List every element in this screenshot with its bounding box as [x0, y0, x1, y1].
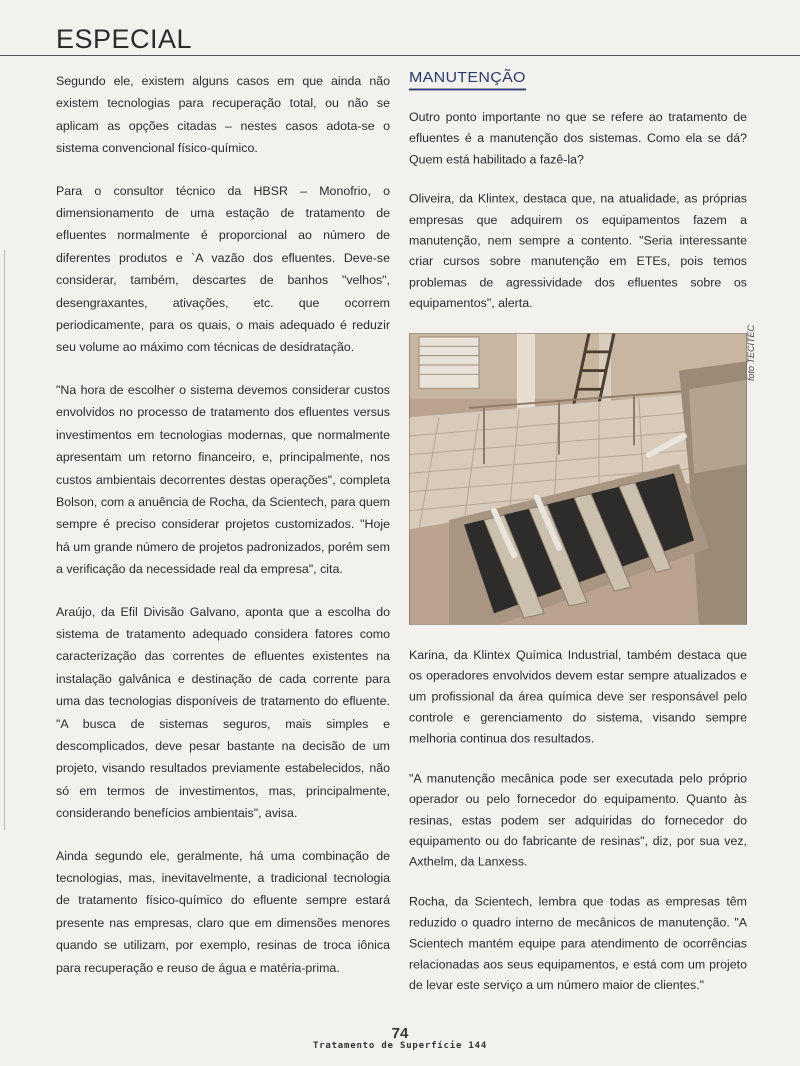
right-paragraph-4: "A manutenção mecânica pode ser executada pelo próprio operador ou pelo fornecedor do equipamento. Quanto às resinas, estas podem ser adquiridas do fornecedor do equipamento ou do fabricante de resinas", diz, por sua vez, Axthelm, da Lanxess. [409, 771, 747, 869]
treatment-tanks-illustration [409, 333, 747, 624]
section-title: ESPECIAL [56, 24, 193, 54]
header-rule [0, 55, 800, 56]
publication-name: Tratamento de Superfície 144 [312, 1041, 488, 1051]
right-paragraph-2: Oliveira, da Klintex, destaca que, na atualidade, as próprias empresas que adquirem os equipamentos fazem a manutenção, nem sempre a contento. "Seria interessante criar cursos sobre manutenção em ETEs, pois temos problemas de agressividade dos efluentes sobre os equipamentos", alerta. [409, 192, 747, 311]
left-column [56, 70, 390, 999]
section-heading-manutencao: MANUTENÇÃO [409, 69, 526, 90]
margin-line [4, 250, 5, 830]
left-paragraph-3: "Na hora de escolher o sistema devemos considerar custos envolvidos no processo de tratamento dos efluentes versus investimentos em tecnologias modernas, que normalmente apresentam um retorno financeiro, e, principalmente, nos custos ambientais decorrentes destas operações", completa Bolson, com a anuência de Rocha, da Scientech, para quem sempre é preciso considerar projetos customizados. "Hoje há um grande número de projetos padronizados, porém sem a verificação da necessidade real da empresa", cita. [56, 382, 390, 577]
page-number: 74 [391, 1025, 409, 1042]
right-paragraph-5: Rocha, da Scientech, lembra que todas as empresas têm reduzido o quadro interno de mecânicos de manutenção. "A Scientech mantém equipe para atendimento de ocorrências relacionadas aos seus equipamentos, e está com um projeto de levar este serviço a um número maior de clientes." [409, 895, 747, 992]
left-paragraph-4: Araújo, da Efil Divisão Galvano, aponta que a escolha do sistema de tratamento adequado considera fatores como caracterização das correntes de efluentes existentes na instalação galvânica e destinação de cada corrente para uma das tecnologias disponíveis de tratamento do efluente. "A busca de sistemas seguros, mais simples e descomplicados, deve pesar bastante na decisão de um projeto, visando resultados previamente estabelecidos, não só em termos de investimentos, mas, principalmente, considerando benefícios ambientais", avisa. [56, 604, 390, 821]
left-paragraph-1: Segundo ele, existem alguns casos em que ainda não existem tecnologias para recuperação total, ou não se aplicam as opções citadas – nestes casos adota-se o sistema convencional físico-químico. [56, 74, 390, 156]
right-paragraph-3: Karina, da Klintex Química Industrial, também destaca que os operadores envolvidos devem estar sempre atualizados e um profissional da área química deve ser responsável pelo controle e gerenciamento do sistema, visando sempre melhoria continua dos resultados. [409, 648, 747, 746]
effluent-treatment-photo [409, 333, 747, 624]
left-paragraph-2: Para o consultor técnico da HBSR – Monofrio, o dimensionamento de uma estação de tratamento de efluentes normalmente é proporcional ao número de diferentes produtos e `A vazão dos efluentes. Deve-se considerar, também, descartes de banhos "velhos", desengraxantes, ativações, etc. que ocorrem periodicamente, para os quais, o mais adequado é reduzir seu volume ao máximo com técnicas de desidratação. [56, 183, 390, 355]
right-paragraph-1: Outro ponto importante no que se refere ao tratamento de efluentes é a manutenção dos sistemas. Como ela se dá? Quem está habilitado a fazê-la? [409, 110, 747, 166]
left-paragraph-5: Ainda segundo ele, geralmente, há uma combinação de tecnologias, mas, inevitavelmente, a tradicional tecnologia de tratamento físico-químico do efluente sempre estará presente nas empresas, claro que em dimensões menores quando se utilizam, por exemplo, resinas de troca iônica para recuperação e reuso de água e matéria-prima. [56, 848, 390, 975]
photo-credit: foto TECITEC [746, 325, 756, 382]
right-column [409, 68, 747, 1015]
